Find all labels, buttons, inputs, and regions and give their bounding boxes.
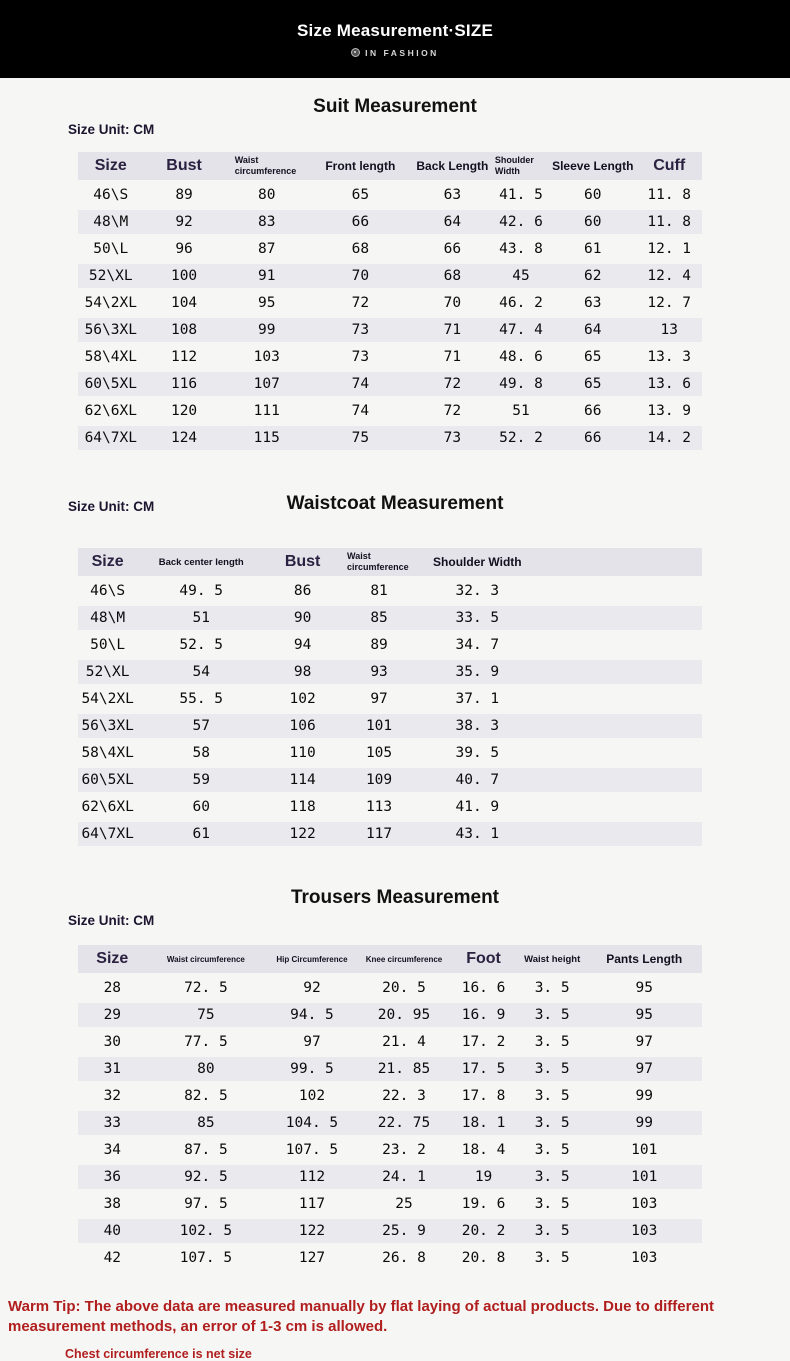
table-row <box>78 1084 702 1108</box>
table-row <box>78 660 702 684</box>
cell: 13. 6 <box>647 376 692 392</box>
cell: 49. 8 <box>499 376 543 392</box>
filler-cell <box>537 633 702 657</box>
suit-header-row <box>78 152 702 180</box>
waistcoat-table <box>78 545 702 849</box>
net-size-note: Chest circumference is net size <box>65 1346 252 1361</box>
cell: 66 <box>584 430 602 446</box>
cell: 60\5XL <box>84 376 137 392</box>
cell: 3. 5 <box>534 1088 570 1104</box>
cell: 20. 2 <box>461 1223 506 1239</box>
cell: 80 <box>197 1061 215 1077</box>
cell: 52\XL <box>85 664 130 680</box>
cell: 81 <box>370 583 388 599</box>
column-header: Shoulder Width <box>433 555 522 569</box>
cell: 3. 5 <box>534 1061 570 1077</box>
cell: 104. 5 <box>285 1115 339 1131</box>
cell: 50\L <box>93 241 129 257</box>
cell: 20. 8 <box>461 1250 506 1266</box>
cell: 97 <box>635 1061 653 1077</box>
cell: 117 <box>365 826 393 842</box>
cell: 61 <box>192 826 210 842</box>
cell: 38. 3 <box>455 718 500 734</box>
suit-size-unit-label: Size Unit: CM <box>68 122 155 137</box>
cell: 73 <box>351 322 370 338</box>
cell: 111 <box>253 403 280 419</box>
table-row <box>78 795 702 819</box>
cell: 96 <box>175 241 193 257</box>
filler-cell <box>537 606 702 630</box>
column-header: Waist circumference <box>347 550 409 572</box>
cell: 57 <box>192 718 210 734</box>
column-header: Back center length <box>158 556 244 568</box>
cell: 48\M <box>90 610 126 626</box>
cell: 94 <box>293 637 312 653</box>
cell: 20. 95 <box>377 1007 431 1023</box>
column-header: Hip Circumference <box>276 954 348 964</box>
cell: 50\L <box>90 637 126 653</box>
cell: 99 <box>635 1088 653 1104</box>
cell: 34. 7 <box>455 637 500 653</box>
cell: 122 <box>298 1223 326 1239</box>
cell: 58 <box>192 745 210 761</box>
column-header: Waist circumference <box>234 154 297 176</box>
cell: 25 <box>395 1196 413 1212</box>
cell: 17. 8 <box>461 1088 506 1104</box>
table-row <box>78 1057 702 1081</box>
cell: 28 <box>103 980 122 996</box>
cell: 63 <box>584 295 602 311</box>
cell: 19 <box>474 1169 493 1185</box>
cell: 122 <box>289 826 316 842</box>
cell: 108 <box>170 322 198 338</box>
cell: 97. 5 <box>184 1196 228 1212</box>
cell: 95 <box>635 980 653 996</box>
cell: 97 <box>303 1034 321 1050</box>
cell: 77. 5 <box>184 1034 228 1050</box>
cell: 16. 6 <box>461 980 506 996</box>
cell: 11. 8 <box>647 214 692 230</box>
cell: 64\7XL <box>81 826 134 842</box>
cell: 34 <box>103 1142 122 1158</box>
table-row <box>78 1165 702 1189</box>
cell: 66 <box>443 241 462 257</box>
cell: 124 <box>170 430 198 446</box>
cell: 83 <box>258 214 276 230</box>
cell: 32 <box>103 1088 122 1104</box>
cell: 33 <box>103 1115 122 1131</box>
cell: 70 <box>443 295 462 311</box>
cell: 12. 4 <box>647 268 692 284</box>
cell: 99. 5 <box>290 1061 334 1077</box>
cell: 48\M <box>93 214 129 230</box>
cell: 95 <box>258 295 276 311</box>
trousers-section <box>0 887 790 1273</box>
cell: 71 <box>443 322 462 338</box>
cell: 64\7XL <box>84 430 137 446</box>
cell: 91 <box>258 268 276 284</box>
cell: 26. 8 <box>382 1250 426 1266</box>
cell: 35. 9 <box>455 664 500 680</box>
table-row <box>78 1111 702 1135</box>
cell: 68 <box>443 268 462 284</box>
cell: 22. 3 <box>382 1088 426 1104</box>
cell: 31 <box>103 1061 122 1077</box>
cell: 62\6XL <box>81 799 134 815</box>
cell: 22. 75 <box>377 1115 431 1131</box>
cell: 23. 2 <box>382 1142 426 1158</box>
cell: 55. 5 <box>179 691 224 707</box>
cell: 86 <box>293 583 312 599</box>
cell: 58\4XL <box>84 349 137 365</box>
cell: 41. 5 <box>499 187 543 203</box>
cell: 73 <box>351 349 370 365</box>
column-header: Waist circumference <box>166 954 245 964</box>
cell: 105 <box>365 745 393 761</box>
cell: 75 <box>197 1007 215 1023</box>
table-row <box>78 1192 702 1216</box>
cell: 32. 3 <box>455 583 500 599</box>
table-row <box>78 1030 702 1054</box>
table-row <box>78 291 702 315</box>
cell: 120 <box>170 403 198 419</box>
cell: 92 <box>175 214 193 230</box>
table-row <box>78 426 702 450</box>
table-row <box>78 264 702 288</box>
waistcoat-size-unit-label: Size Unit: CM <box>68 499 155 514</box>
cell: 102. 5 <box>179 1223 233 1239</box>
cell: 54\2XL <box>81 691 134 707</box>
cell: 42 <box>103 1250 122 1266</box>
cell: 65 <box>584 376 602 392</box>
table-row <box>78 741 702 765</box>
column-header: Pants Length <box>606 952 683 966</box>
column-header: Size <box>94 157 127 174</box>
cell: 103 <box>631 1250 658 1266</box>
cell: 92. 5 <box>184 1169 228 1185</box>
cell: 101 <box>365 718 393 734</box>
table-row <box>78 822 702 846</box>
cell: 110 <box>289 745 316 761</box>
column-header: Size <box>91 553 124 570</box>
cell: 60 <box>584 214 602 230</box>
column-header: Foot <box>466 950 501 967</box>
cell: 56\3XL <box>84 322 137 338</box>
table-row <box>78 579 702 603</box>
cell: 114 <box>289 772 316 788</box>
cell: 64 <box>584 322 602 338</box>
filler-cell <box>537 687 702 711</box>
table-row <box>78 714 702 738</box>
column-header: Shoulder Width <box>494 154 534 176</box>
cell: 49. 5 <box>179 583 224 599</box>
cell: 113 <box>365 799 393 815</box>
page-title: Size Measurement·SIZE <box>297 20 493 40</box>
cell: 47. 4 <box>499 322 543 338</box>
cell: 3. 5 <box>534 1034 570 1050</box>
cell: 52. 5 <box>179 637 224 653</box>
cell: 66 <box>584 403 602 419</box>
cell: 39. 5 <box>455 745 500 761</box>
column-header: Size <box>96 950 129 967</box>
cell: 59 <box>192 772 210 788</box>
cell: 3. 5 <box>534 980 570 996</box>
cell: 40 <box>103 1223 122 1239</box>
cell: 93 <box>370 664 388 680</box>
suit-table <box>78 149 702 453</box>
trousers-section-title: Trousers Measurement <box>290 887 500 908</box>
cell: 85 <box>197 1115 215 1131</box>
cell: 3. 5 <box>534 1196 570 1212</box>
cell: 72. 5 <box>184 980 228 996</box>
filler-cell <box>537 579 702 603</box>
cell: 65 <box>351 187 370 203</box>
cell: 74 <box>351 376 370 392</box>
cell: 64 <box>443 214 462 230</box>
cell: 63 <box>443 187 462 203</box>
cell: 74 <box>351 403 370 419</box>
cell: 107. 5 <box>179 1250 233 1266</box>
column-header: Cuff <box>653 157 686 174</box>
cell: 99 <box>258 322 276 338</box>
cell: 30 <box>103 1034 122 1050</box>
header-banner <box>0 0 790 78</box>
cell: 3. 5 <box>534 1007 570 1023</box>
cell: 46\S <box>90 583 126 599</box>
filler-cell <box>537 660 702 684</box>
cell: 46\S <box>93 187 129 203</box>
cell: 43. 1 <box>455 826 500 842</box>
cell: 107 <box>253 376 280 392</box>
cell: 11. 8 <box>647 187 692 203</box>
cell: 13. 3 <box>647 349 692 365</box>
cell: 66 <box>351 214 370 230</box>
column-header: Knee circumference <box>365 954 443 964</box>
trousers-size-unit-label: Size Unit: CM <box>68 913 155 928</box>
table-row <box>78 1003 702 1027</box>
cell: 46. 2 <box>499 295 543 311</box>
cell: 33. 5 <box>455 610 500 626</box>
column-header: Bust <box>166 157 202 174</box>
table-row <box>78 345 702 369</box>
cell: 48. 6 <box>499 349 543 365</box>
brand-line <box>351 48 439 58</box>
table-row <box>78 1219 702 1243</box>
cell: 104 <box>170 295 198 311</box>
table-row <box>78 687 702 711</box>
cell: 127 <box>298 1250 326 1266</box>
cell: 103 <box>253 349 280 365</box>
column-header: Bust <box>284 553 321 570</box>
cell: 42. 6 <box>499 214 543 230</box>
filler-cell <box>537 741 702 765</box>
cell: 17. 5 <box>461 1061 506 1077</box>
cell: 106 <box>289 718 316 734</box>
cell: 19. 6 <box>461 1196 506 1212</box>
table-row <box>78 1246 702 1270</box>
cell: 36 <box>103 1169 122 1185</box>
suit-section <box>0 78 790 453</box>
cell: 117 <box>298 1196 326 1212</box>
cell: 109 <box>365 772 393 788</box>
cell: 103 <box>631 1196 658 1212</box>
cell: 72 <box>443 403 462 419</box>
cell: 3. 5 <box>534 1169 570 1185</box>
cell: 3. 5 <box>534 1223 570 1239</box>
cell: 72 <box>351 295 370 311</box>
footer <box>0 1297 790 1361</box>
cell: 58\4XL <box>81 745 134 761</box>
cell: 73 <box>443 430 462 446</box>
cell: 3. 5 <box>534 1115 570 1131</box>
cell: 71 <box>443 349 462 365</box>
cell: 14. 2 <box>647 430 692 446</box>
cell: 38 <box>103 1196 122 1212</box>
cell: 12. 7 <box>647 295 692 311</box>
cell: 61 <box>584 241 602 257</box>
cell: 24. 1 <box>382 1169 426 1185</box>
cell: 52. 2 <box>499 430 543 446</box>
table-row <box>78 606 702 630</box>
cell: 17. 2 <box>461 1034 506 1050</box>
table-row <box>78 976 702 1000</box>
cell: 102 <box>298 1088 326 1104</box>
warm-tip-text: Warm Tip: The above data are measured manually by flat laying of actual products. Due to different measurement methods, an error of 1-3 cm is allowed. <box>8 1298 714 1336</box>
cell: 97 <box>635 1034 653 1050</box>
cell: 51 <box>192 610 210 626</box>
cell: 82. 5 <box>184 1088 228 1104</box>
cell: 101 <box>631 1169 658 1185</box>
cell: 94. 5 <box>290 1007 334 1023</box>
cell: 68 <box>351 241 370 257</box>
cell: 18. 4 <box>461 1142 506 1158</box>
table-row <box>78 318 702 342</box>
trousers-table <box>78 942 702 1273</box>
cell: 13 <box>660 322 678 338</box>
cell: 92 <box>303 980 321 996</box>
column-header: Waist height <box>524 953 581 965</box>
cell: 18. 1 <box>461 1115 506 1131</box>
filler-cell <box>537 795 702 819</box>
cell: 54\2XL <box>84 295 137 311</box>
cell: 116 <box>170 376 198 392</box>
cell: 98 <box>293 664 312 680</box>
table-row <box>78 372 702 396</box>
table-row <box>78 1138 702 1162</box>
waistcoat-section-title: Waistcoat Measurement <box>286 493 504 514</box>
cell: 40. 7 <box>455 772 500 788</box>
cell: 3. 5 <box>534 1142 570 1158</box>
filler-cell <box>537 768 702 792</box>
column-header: Sleeve Length <box>552 159 634 173</box>
cell: 52\XL <box>88 268 133 284</box>
cell: 3. 5 <box>534 1250 570 1266</box>
cell: 103 <box>631 1223 658 1239</box>
cell: 87 <box>258 241 276 257</box>
cell: 56\3XL <box>81 718 134 734</box>
trousers-header-row <box>78 945 702 973</box>
cell: 43. 8 <box>499 241 543 257</box>
cell: 21. 85 <box>377 1061 431 1077</box>
cell: 16. 9 <box>461 1007 506 1023</box>
cell: 112 <box>298 1169 326 1185</box>
cell: 65 <box>584 349 602 365</box>
cell: 100 <box>170 268 198 284</box>
cell: 62\6XL <box>84 403 137 419</box>
cell: 60 <box>584 187 602 203</box>
cell: 107. 5 <box>285 1142 339 1158</box>
cell: 90 <box>293 610 312 626</box>
cell: 75 <box>351 430 370 446</box>
cell: 45 <box>512 268 530 284</box>
cell: 21. 4 <box>382 1034 426 1050</box>
cell: 115 <box>253 430 280 446</box>
cell: 13. 9 <box>647 403 692 419</box>
cell: 89 <box>175 187 193 203</box>
cell: 101 <box>631 1142 658 1158</box>
cell: 60 <box>192 799 210 815</box>
table-row <box>78 237 702 261</box>
table-row <box>78 399 702 423</box>
cell: 20. 5 <box>382 980 426 996</box>
cell: 54 <box>192 664 210 680</box>
cell: 25. 9 <box>382 1223 426 1239</box>
cell: 62 <box>584 268 602 284</box>
cell: 51 <box>512 403 530 419</box>
table-row <box>78 183 702 207</box>
suit-section-title: Suit Measurement <box>313 96 477 117</box>
cell: 87. 5 <box>184 1142 228 1158</box>
cell: 85 <box>370 610 388 626</box>
cell: 118 <box>289 799 316 815</box>
filler-cell <box>537 822 702 846</box>
cell: 99 <box>635 1115 653 1131</box>
cell: 95 <box>635 1007 653 1023</box>
cell: 112 <box>170 349 198 365</box>
table-row <box>78 633 702 657</box>
cell: 29 <box>103 1007 122 1023</box>
cell: 37. 1 <box>455 691 500 707</box>
waistcoat-header-row <box>78 548 702 576</box>
waistcoat-section <box>0 493 790 849</box>
cell: 12. 1 <box>647 241 692 257</box>
brand-logo-icon <box>351 48 360 57</box>
cell: 72 <box>443 376 462 392</box>
column-header: Back Length <box>416 159 489 173</box>
table-row <box>78 210 702 234</box>
cell: 80 <box>258 187 276 203</box>
brand-name: IN FASHION <box>365 47 439 58</box>
cell: 60\5XL <box>81 772 134 788</box>
cell: 70 <box>351 268 370 284</box>
cell: 89 <box>370 637 388 653</box>
filler-header <box>537 548 702 576</box>
column-header: Front length <box>325 159 396 173</box>
cell: 41. 9 <box>455 799 500 815</box>
filler-cell <box>537 714 702 738</box>
cell: 102 <box>289 691 316 707</box>
table-row <box>78 768 702 792</box>
cell: 97 <box>370 691 388 707</box>
